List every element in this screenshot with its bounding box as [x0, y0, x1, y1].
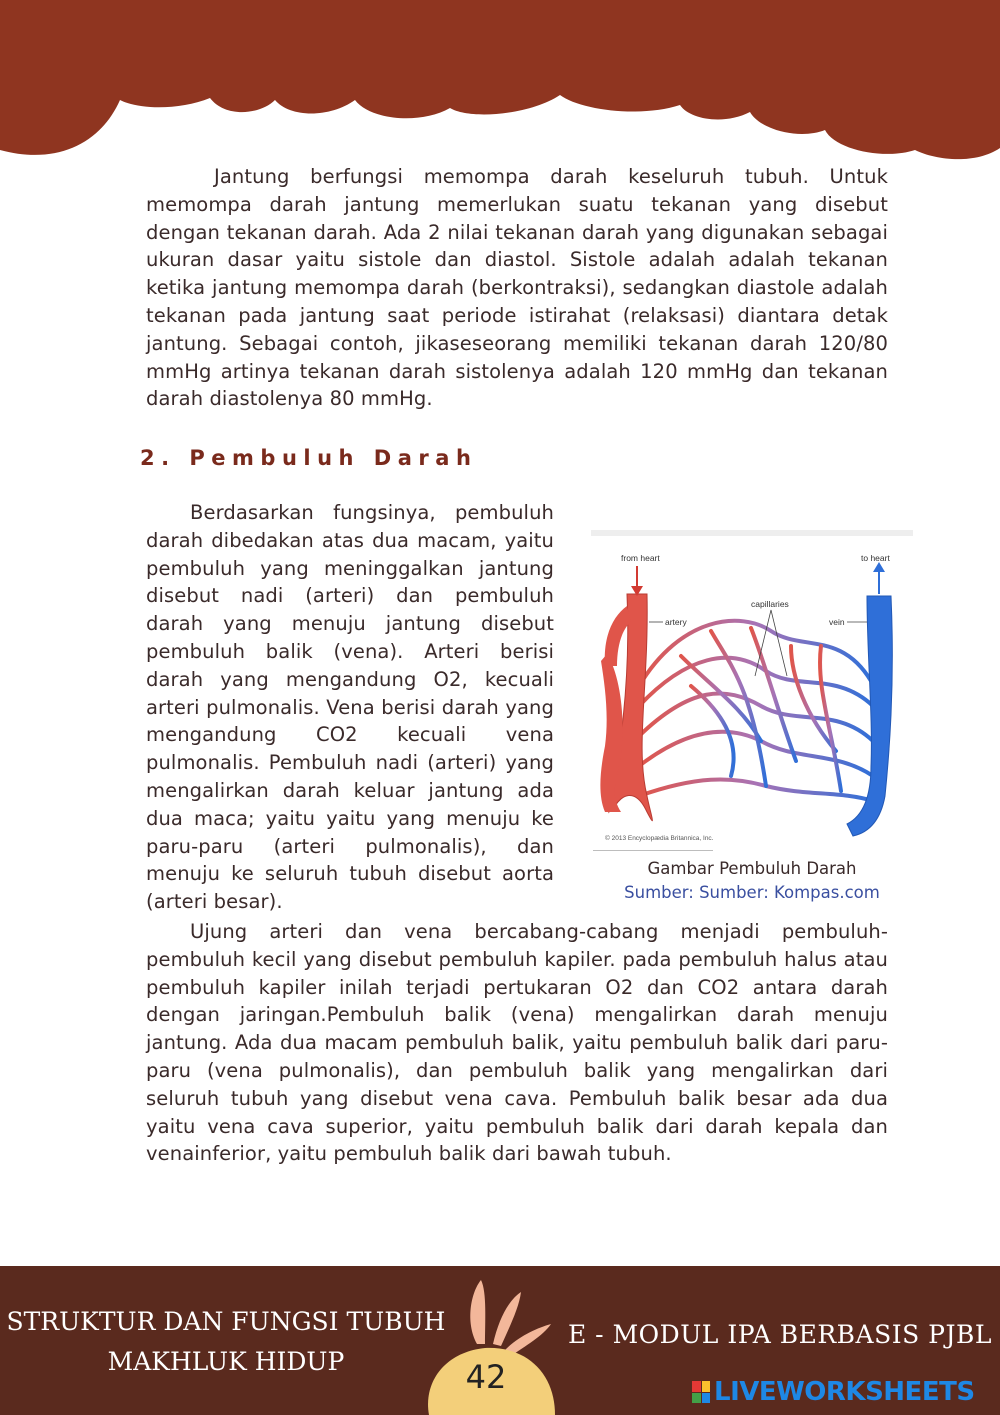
label-to-heart: to heart	[861, 553, 890, 563]
decor-ray-2	[493, 1292, 521, 1346]
blood-vessel-figure	[591, 530, 913, 852]
figure-bottom-rule	[593, 850, 713, 851]
label-artery: artery	[665, 617, 687, 627]
vein-vessel	[847, 596, 892, 836]
decor-ray-1	[470, 1280, 485, 1344]
footer-chapter-title	[0, 1302, 452, 1382]
label-capillaries: capillaries	[751, 599, 789, 609]
liveworksheets-logo[interactable]	[692, 1376, 992, 1408]
label-vein: vein	[829, 617, 845, 627]
footer-title-line1: STRUKTUR DAN FUNGSI TUBUH	[6, 1307, 446, 1336]
footer-title-line2: MAKHLUK HIDUP	[107, 1347, 345, 1376]
section-heading: 2. Pembuluh Darah	[140, 446, 478, 470]
page-number: 42	[465, 1358, 507, 1396]
figure-source: Sumber: Sumber: Kompas.com	[624, 883, 880, 902]
blood-vessel-diagram	[591, 536, 913, 852]
intro-paragraph: Jantung berfungsi memompa darah keseluruh tubuh. Untuk memompa darah jantung memerlukan suatu tekanan yang disebut dengan tekanan darah. Ada 2 nilai tekanan darah yang digunakan sebagai ukuran dasar yaitu sistole dan diastol. Sistole adalah adalah tekanan ketika jantung memompa darah (berkontraksi), sedangkan diastole adalah tekanan pada jantung saat periode istirahat (relaksasi) diantara detak jantung. Sebagai contoh, jikaseseorang memiliki tekanan darah 120/80 mmHg artinya tekanan darah sistolenya adalah 120 mmHg dan tekanan darah diastolenya 80 mmHg.	[146, 165, 888, 411]
liveworksheets-brand-text: LIVEWORKSHEETS	[714, 1377, 975, 1407]
header-cloud-banner	[0, 0, 1000, 165]
label-from-heart: from heart	[621, 553, 660, 563]
figure-copyright: © 2013 Encyclopædia Britannica, Inc.	[605, 835, 714, 842]
figure-caption: Gambar Pembuluh Darah	[647, 859, 857, 878]
blood-vessel-function-paragraph: Berdasarkan fungsinya, pembuluh darah dibedakan atas dua macam, yaitu pembuluh yang meninggalkan jantung disebut nadi (arteri) dan pembuluh darah yang menuju jantung disebut pembuluh balik (vena). Arteri berisi darah yang mengandung O2, kecuali arteri pulmonalis. Vena berisi darah yang mengandung CO2 kecuali vena pulmonalis. Pembuluh nadi (arteri) yang mengalirkan darah keluar jantung ada dua maca; yaitu yaitu yang menuju ke paru-paru (arteri pulmonalis), dan menuju ke seluruh tubuh disebut aorta (arteri besar).	[146, 501, 554, 914]
capillary-network	[639, 621, 873, 801]
capillaries-paragraph: Ujung arteri dan vena bercabang-cabang menjadi pembuluh-pembuluh kecil yang disebut pembuluh kapiler. pada pembuluh halus atau pembuluh kapiler inilah terjadi pertukaran O2 dan CO2 antara darah dengan jaringan.Pembuluh balik (vena) mengalirkan darah menuju jantung. Ada dua macam pembuluh balik, yaitu pembuluh balik dari paru-paru (vena pulmonalis), dan pembuluh balik yang mengalirkan dari seluruh tubuh yang disebut vena cava. Pembuluh balik besar ada dua yaitu vena cava superior, yaitu pembuluh balik dari darah kepala dan venainferior, yaitu pembuluh balik dari bawah tubuh.	[146, 920, 888, 1166]
liveworksheets-badge-icon	[692, 1381, 710, 1403]
to-heart-arrowhead	[873, 562, 885, 572]
decor-ray-3	[505, 1324, 551, 1356]
footer-module-title: E - MODUL IPA BERBASIS PJBL	[567, 1320, 992, 1349]
